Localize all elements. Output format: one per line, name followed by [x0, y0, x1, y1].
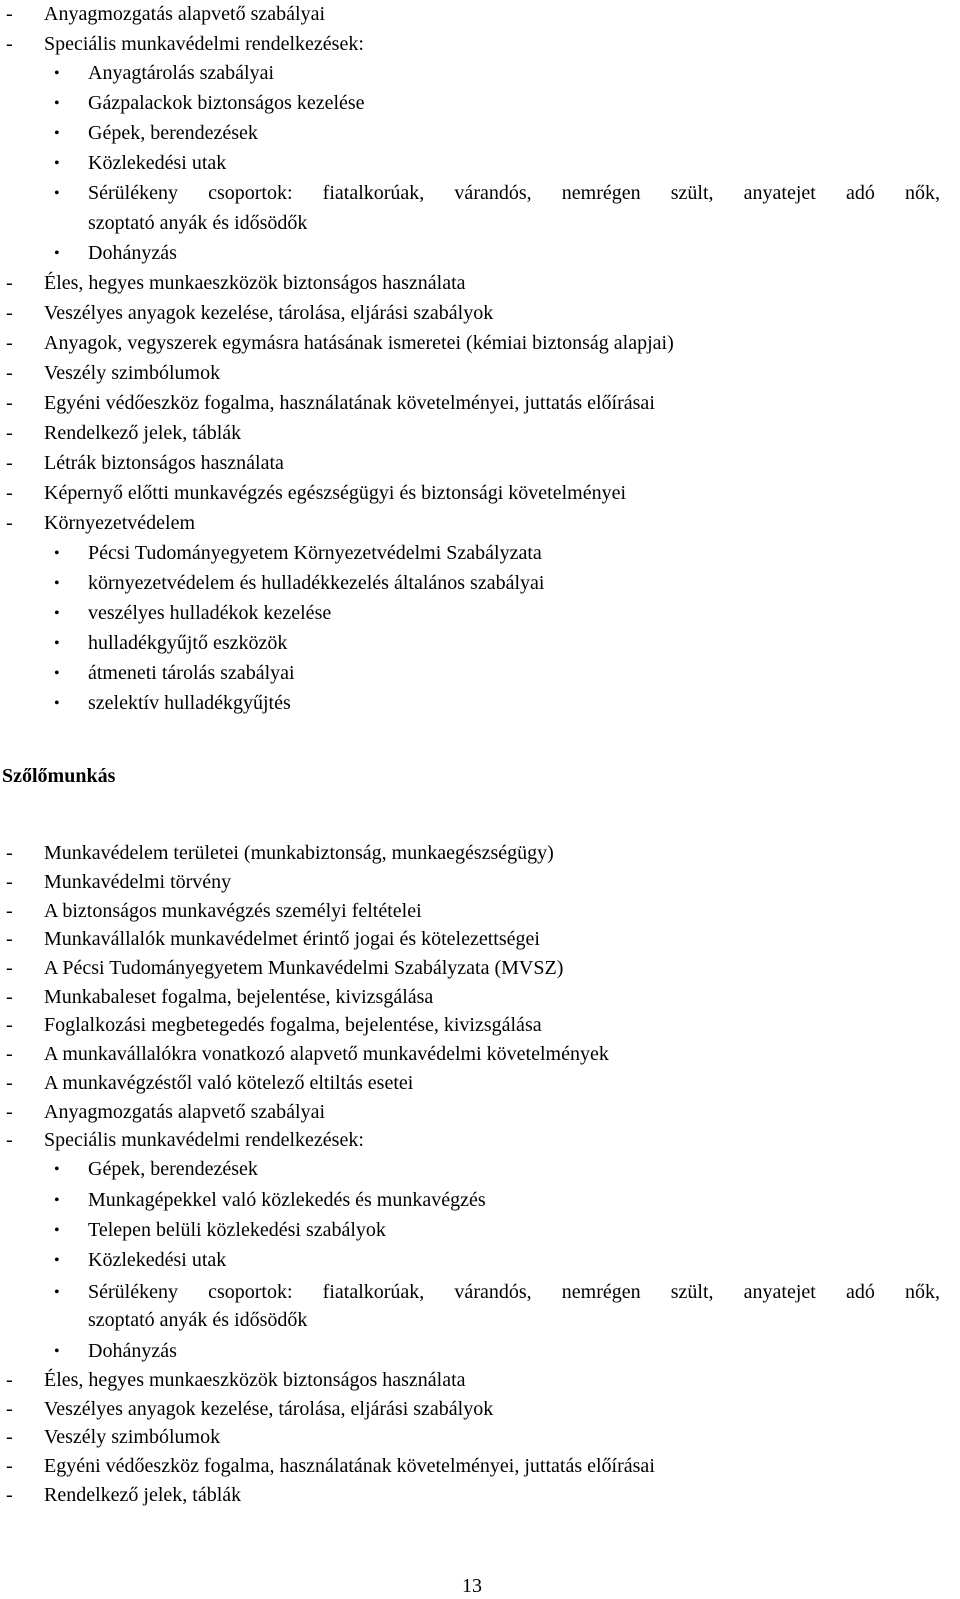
bullet-icon: • — [54, 635, 60, 652]
list-item-text: Közlekedési utak — [88, 1249, 227, 1271]
list-item-text: Rendelkező jelek, táblák — [44, 1484, 242, 1506]
dash-list-item — [6, 1128, 364, 1152]
dash-list-item — [6, 451, 284, 475]
dash-list-item — [6, 481, 626, 505]
dash-list-item — [6, 927, 540, 951]
dash-marker: - — [6, 3, 13, 25]
dash-marker: - — [6, 33, 13, 55]
dash-marker: - — [6, 1101, 13, 1123]
list-item-text: Gázpalackok biztonságos kezelése — [88, 92, 365, 114]
dash-list-item — [6, 301, 493, 325]
list-item-text: Munkavállalók munkavédelmet érintő jogai és kötelezettségei — [44, 928, 540, 950]
list-item-text: Rendelkező jelek, táblák — [44, 422, 242, 444]
dash-list-item — [6, 1042, 609, 1066]
bullet-list-item — [54, 631, 287, 656]
dash-marker: - — [6, 957, 13, 979]
bullet-list-item — [54, 1280, 940, 1305]
list-item-text: Veszély szimbólumok — [44, 362, 221, 384]
bullet-list-item — [54, 661, 295, 686]
list-item-text: Foglalkozási megbetegedés fogalma, bejelentése, kivizsgálása — [44, 1014, 542, 1036]
dash-marker: - — [6, 1072, 13, 1094]
list-item-text: Munkavédelmi törvény — [44, 871, 232, 893]
dash-marker: - — [6, 1455, 13, 1477]
dash-marker: - — [6, 1043, 13, 1065]
dash-marker: - — [6, 842, 13, 864]
bullet-icon: • — [54, 1192, 60, 1209]
dash-list-item — [6, 271, 466, 295]
dash-marker: - — [6, 332, 13, 354]
bullet-list-item — [54, 571, 544, 596]
list-item-text: Veszélyes anyagok kezelése, tárolása, eljárási szabályok — [44, 302, 494, 324]
list-item-text: Dohányzás — [88, 1340, 177, 1362]
bullet-icon: • — [54, 605, 60, 622]
dash-marker: - — [6, 1129, 13, 1151]
page-number: 13 — [462, 1575, 482, 1597]
list-item-text: Anyagtárolás szabályai — [88, 62, 275, 84]
bullet-list-item — [54, 1157, 258, 1182]
dash-list-item — [6, 841, 554, 865]
bullet-list-item — [54, 151, 226, 176]
bullet-list-item — [54, 691, 291, 716]
dash-list-item — [6, 2, 325, 26]
list-item-text: Sérülékeny csoportok: fiatalkorúak, várandós, nemrégen szült, anyatejet adó nők, — [88, 1281, 940, 1303]
list-item-text: Környezetvédelem — [44, 512, 196, 534]
bullet-icon: • — [54, 1161, 60, 1178]
dash-marker: - — [6, 422, 13, 444]
list-item-text: Telepen belüli közlekedési szabályok — [88, 1219, 386, 1241]
dash-marker: - — [6, 392, 13, 414]
dash-marker: - — [6, 452, 13, 474]
dash-marker: - — [6, 512, 13, 534]
list-item-text: szoptató anyák és idősödők — [88, 1309, 308, 1331]
list-item-text: Egyéni védőeszköz fogalma, használatának követelményei, juttatás előírásai — [44, 1455, 655, 1477]
list-item-text: szelektív hulladékgyűjtés — [88, 692, 291, 714]
bullet-icon: • — [54, 1343, 60, 1360]
list-item-text: Közlekedési utak — [88, 152, 227, 174]
dash-list-item — [6, 1100, 325, 1124]
dash-marker: - — [6, 900, 13, 922]
list-item-text: Veszély szimbólumok — [44, 1426, 221, 1448]
dash-marker: - — [6, 362, 13, 384]
bullet-icon: • — [54, 575, 60, 592]
bullet-list-item — [54, 1188, 486, 1213]
dash-list-item — [6, 956, 563, 980]
list-item-text: szoptató anyák és idősödők — [88, 212, 308, 234]
bullet-list-item — [54, 541, 542, 566]
dash-marker: - — [6, 1369, 13, 1391]
dash-list-item — [6, 391, 655, 415]
list-item-text: Létrák biztonságos használata — [44, 452, 284, 474]
dash-list-item — [6, 985, 433, 1009]
dash-marker: - — [6, 272, 13, 294]
bullet-list-item — [54, 241, 177, 266]
list-item-text: Egyéni védőeszköz fogalma, használatának követelményei, juttatás előírásai — [44, 392, 655, 414]
list-item-text: Munkabaleset fogalma, bejelentése, kivizsgálása — [44, 986, 434, 1008]
dash-marker: - — [6, 1484, 13, 1506]
list-item-text: átmeneti tárolás szabályai — [88, 662, 295, 684]
dash-list-item — [6, 32, 364, 56]
bullet-list-item — [54, 601, 331, 626]
list-item-text: veszélyes hulladékok kezelése — [88, 602, 332, 624]
list-item-text: Anyagmozgatás alapvető szabályai — [44, 3, 325, 25]
dash-list-item — [6, 331, 674, 355]
bullet-list-item — [54, 121, 258, 146]
list-item-text: Munkagépekkel való közlekedés és munkavégzés — [88, 1189, 486, 1211]
dash-marker: - — [6, 1426, 13, 1448]
bullet-list-item — [54, 61, 274, 86]
list-item-continuation — [88, 1308, 307, 1332]
bullet-icon: • — [54, 1222, 60, 1239]
list-item-text: Éles, hegyes munkaeszközök biztonságos használata — [44, 1369, 466, 1391]
list-item-text: Munkavédelem területei (munkabiztonság, munkaegészségügy) — [44, 842, 554, 864]
bullet-icon: • — [54, 245, 60, 262]
bullet-list-item — [54, 181, 940, 206]
bullet-icon: • — [54, 665, 60, 682]
list-item-text: A munkavégzéstől való kötelező eltiltás esetei — [44, 1072, 414, 1094]
bullet-list-item — [54, 1248, 226, 1273]
dash-marker: - — [6, 302, 13, 324]
list-item-text: Képernyő előtti munkavégzés egészségügyi és biztonsági követelményei — [44, 482, 627, 504]
dash-list-item — [6, 421, 241, 445]
list-item-text: Anyagmozgatás alapvető szabályai — [44, 1101, 325, 1123]
dash-marker: - — [6, 871, 13, 893]
list-item-text: Gépek, berendezések — [88, 122, 258, 144]
bullet-icon: • — [54, 695, 60, 712]
dash-marker: - — [6, 1014, 13, 1036]
dash-list-item — [6, 1013, 542, 1037]
dash-list-item — [6, 1071, 413, 1095]
dash-marker: - — [6, 928, 13, 950]
list-item-text: A biztonságos munkavégzés személyi feltételei — [44, 900, 422, 922]
section-heading: Szőlőmunkás — [2, 765, 116, 787]
dash-list-item — [6, 899, 422, 923]
list-item-text: Pécsi Tudományegyetem Környezetvédelmi Szabályzata — [88, 542, 542, 564]
dash-marker: - — [6, 1398, 13, 1420]
list-item-text: A Pécsi Tudományegyetem Munkavédelmi Szabályzata (MVSZ) — [44, 957, 564, 979]
bullet-icon: • — [54, 125, 60, 142]
list-item-continuation — [88, 211, 307, 235]
bullet-icon: • — [54, 545, 60, 562]
dash-marker: - — [6, 986, 13, 1008]
dash-list-item — [6, 1483, 241, 1507]
dash-list-item — [6, 1397, 493, 1421]
list-item-text: A munkavállalókra vonatkozó alapvető munkavédelmi követelmények — [44, 1043, 609, 1065]
list-item-text: hulladékgyűjtő eszközök — [88, 632, 288, 654]
list-item-text: Speciális munkavédelmi rendelkezések: — [44, 33, 364, 55]
list-item-text: Anyagok, vegyszerek egymásra hatásának ismeretei (kémiai biztonság alapjai) — [44, 332, 674, 354]
bullet-list-item — [54, 1339, 177, 1364]
dash-list-item — [6, 511, 195, 535]
list-item-text: Speciális munkavédelmi rendelkezések: — [44, 1129, 364, 1151]
bullet-list-item — [54, 91, 365, 116]
list-item-text: Sérülékeny csoportok: fiatalkorúak, várandós, nemrégen szült, anyatejet adó nők, — [88, 182, 940, 204]
bullet-icon: • — [54, 1252, 60, 1269]
dash-list-item — [6, 361, 220, 385]
list-item-text: Veszélyes anyagok kezelése, tárolása, eljárási szabályok — [44, 1398, 494, 1420]
list-item-text: környezetvédelem és hulladékkezelés általános szabályai — [88, 572, 545, 594]
bullet-icon: • — [54, 95, 60, 112]
dash-marker: - — [6, 482, 13, 504]
list-item-text: Dohányzás — [88, 242, 177, 264]
bullet-icon: • — [54, 1284, 60, 1301]
dash-list-item — [6, 1454, 655, 1478]
dash-list-item — [6, 870, 231, 894]
dash-list-item — [6, 1425, 220, 1449]
bullet-icon: • — [54, 185, 60, 202]
dash-list-item — [6, 1368, 466, 1392]
list-item-text: Éles, hegyes munkaeszközök biztonságos használata — [44, 272, 466, 294]
bullet-icon: • — [54, 65, 60, 82]
list-item-text: Gépek, berendezések — [88, 1158, 258, 1180]
bullet-list-item — [54, 1218, 386, 1243]
bullet-icon: • — [54, 155, 60, 172]
